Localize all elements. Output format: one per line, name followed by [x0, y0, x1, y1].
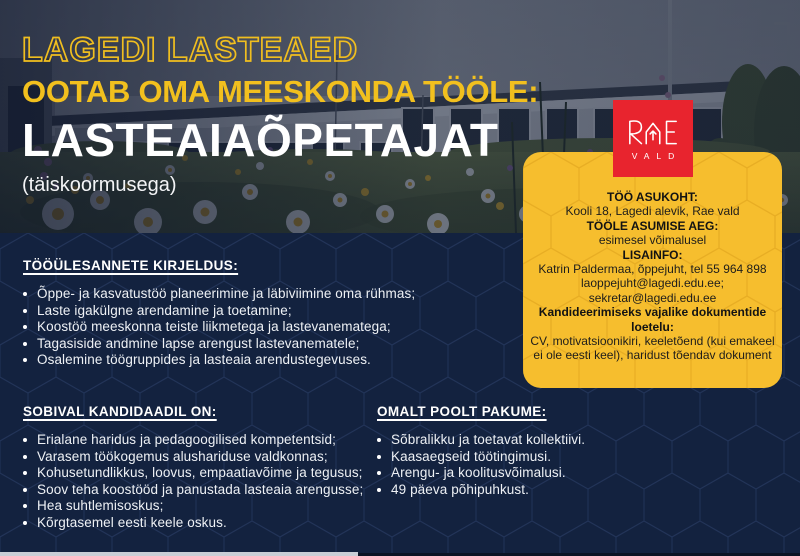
offer-item — [377, 449, 657, 465]
offer-item — [377, 465, 657, 481]
bullet-dot — [23, 504, 27, 508]
candidate-item-text: Kohusetundlikkus, loovus, empaatiavõime ja tegusus; — [37, 465, 363, 481]
contact-person: Katrin Paldermaa, õppejuht, tel 55 964 898 — [538, 262, 767, 277]
task-item-text: Koostöö meeskonna teiste liikmetega ja lastevanematega; — [37, 319, 391, 335]
bullet-dot — [23, 521, 27, 525]
candidate-item-text: Erialane haridus ja pedagoogilised kompetentsid; — [37, 432, 336, 447]
bullet-dot — [23, 342, 27, 346]
task-item — [23, 336, 473, 352]
start-value: esimesel võimalusel — [598, 233, 707, 248]
bullet-dot — [377, 471, 381, 475]
candidate-item — [23, 482, 373, 498]
candidate-heading: SOBIVAL KANDIDAADIL ON: — [23, 404, 217, 419]
position-title: LASTEAIAÕPETAJAT — [22, 114, 499, 166]
task-item-text: Õppe- ja kasvatustöö planeerimine ja läbiviimine oma rühmas; — [37, 286, 416, 301]
workload-note: (täiskoormusega) — [22, 174, 177, 196]
bullet-dot — [23, 471, 27, 475]
bullet-dot — [377, 488, 381, 492]
vald-label: VALD — [631, 151, 682, 161]
candidate-list — [23, 432, 373, 531]
candidate-item — [23, 465, 373, 481]
task-item — [23, 319, 473, 335]
offer-item-text: 49 päeva põhipuhkust. — [391, 481, 529, 497]
offer-item-text: Kaasaegseid töötingimusi. — [391, 448, 552, 464]
bullet-dot — [377, 455, 381, 459]
task-item-text: Osalemine töögruppides ja lasteaia arendustegevuses. — [37, 352, 371, 368]
offer-item-text: Arengu- ja koolitusvõimalusi. — [391, 465, 566, 481]
bullet-dot — [23, 358, 27, 362]
candidate-item-text: Hea suhtlemisoskus; — [37, 498, 164, 514]
offer-list — [377, 432, 657, 497]
task-item — [23, 286, 473, 302]
section-offer — [377, 404, 657, 498]
task-item — [23, 352, 473, 368]
bullet-dot — [23, 488, 27, 492]
bullet-dot — [23, 325, 27, 329]
tasks-heading: TÖÖÜLESANNETE KIRJELDUS: — [23, 258, 239, 273]
candidate-item-text: Varasem töökogemus alushariduse valdkonnas; — [37, 448, 328, 464]
section-candidate — [23, 404, 373, 532]
documents-label: Kandideerimiseks vajalike dokumentide loetelu: — [538, 305, 767, 334]
bullet-dot — [23, 292, 27, 296]
task-item-text: Tagasiside andmine lapse arengust lastevanematele; — [37, 335, 360, 351]
rae-letters-icon — [625, 116, 681, 148]
candidate-item — [23, 498, 373, 514]
bullet-dot — [23, 438, 27, 442]
offer-heading: OMALT POOLT PAKUME: — [377, 404, 547, 419]
candidate-item — [23, 432, 373, 448]
bullet-dot — [23, 455, 27, 459]
tasks-list — [23, 286, 473, 368]
candidate-item — [23, 449, 373, 465]
documents-value: CV, motivatsioonikiri, keeletõend (kui emakeel ei ole eesti keel), haridust tõendav dokument — [530, 334, 775, 363]
offer-item-text: Sõbralikku ja toetavat kollektiivi. — [391, 432, 586, 447]
bullet-dot — [23, 309, 27, 313]
org-name: LAGEDI LASTEAED — [22, 31, 359, 69]
offer-item — [377, 482, 657, 498]
candidate-item-text: Kõrgtasemel eesti keele oskus. — [37, 514, 227, 530]
hero-header — [22, 30, 582, 197]
contact-email-1: laoppejuht@lagedi.edu.ee; — [581, 276, 724, 291]
start-label: TÖÖLE ASUMISE AEG: — [586, 218, 719, 233]
contact-label: LISAINFO: — [622, 247, 683, 262]
section-tasks — [23, 258, 473, 369]
candidate-item — [23, 515, 373, 531]
location-label: TÖÖ ASUKOHT: — [607, 190, 698, 204]
offer-item — [377, 432, 657, 448]
contact-email-2: sekretar@lagedi.edu.ee — [588, 290, 717, 305]
bottom-edge-strip-light — [0, 552, 358, 556]
location-value: Kooli 18, Lagedi alevik, Rae vald — [565, 204, 740, 219]
rae-vald-logo — [613, 100, 693, 177]
task-item-text: Laste igakülgne arendamine ja toetamine; — [37, 302, 292, 318]
hero-subtitle: OOTAB OMA MEESKONDA TÖÖLE: — [22, 74, 539, 109]
candidate-item-text: Soov teha koostööd ja panustada lasteaia arengusse; — [37, 481, 364, 497]
bullet-dot — [377, 438, 381, 442]
task-item — [23, 303, 473, 319]
